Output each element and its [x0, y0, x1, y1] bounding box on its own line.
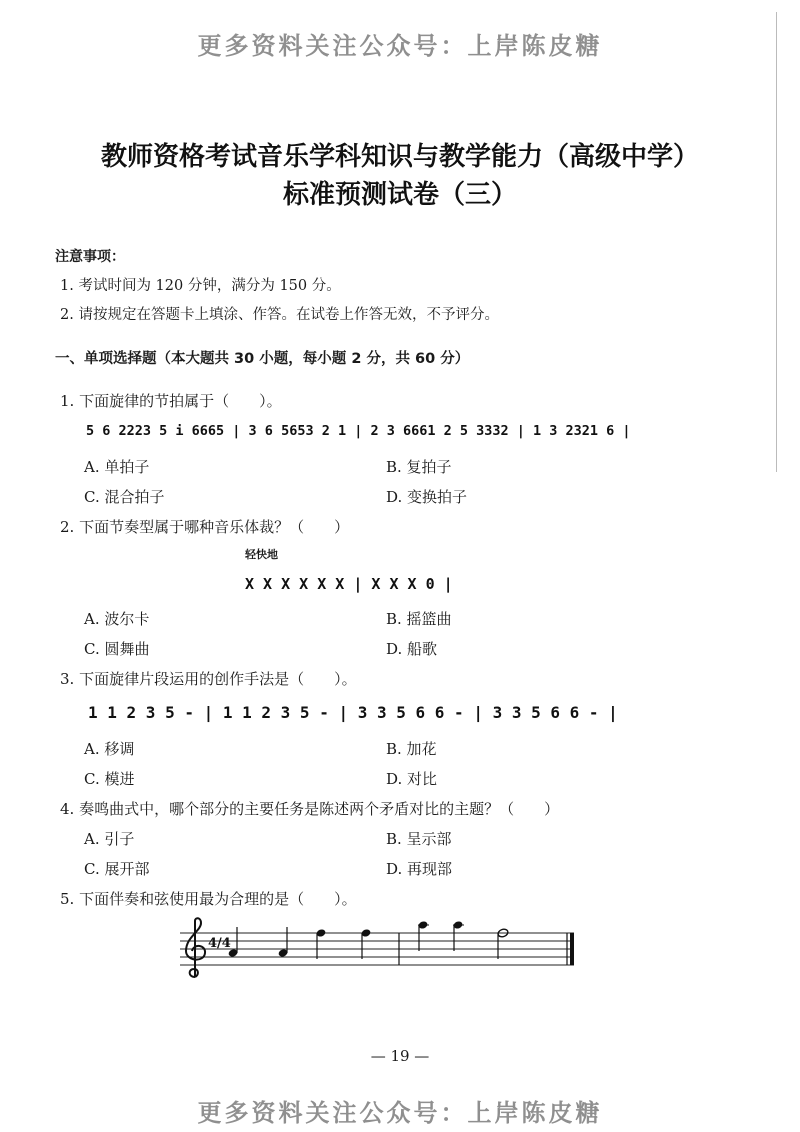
question-1-notation: 5 6 2223 5 i 6665 | 3 6 5653 2 1 | 2 3 6661 2 5 3332 | 1 3 2321 6 | — [86, 423, 631, 439]
exam-title-line2: 标准预测试卷（三） — [282, 180, 517, 210]
note-item-2: 2. 请按规定在答题卡上填涂、作答。在试卷上作答无效，不予评分。 — [60, 307, 499, 323]
page-edge-line — [776, 12, 777, 472]
question-3-option-c[interactable]: C. 模进 — [84, 770, 135, 788]
question-4-option-a[interactable]: A. 引子 — [84, 830, 135, 848]
question-3-option-d[interactable]: D. 对比 — [386, 770, 438, 788]
page-number: — 19 — — [370, 1047, 430, 1065]
question-2-option-b[interactable]: B. 摇篮曲 — [386, 610, 452, 628]
time-signature-top: 4/4 — [208, 936, 231, 951]
question-1-option-b[interactable]: B. 复拍子 — [386, 458, 452, 476]
question-5-stem: 5. 下面伴奏和弦使用最为合理的是（ ）。 — [60, 890, 357, 908]
question-3-option-a[interactable]: A. 移调 — [84, 740, 135, 758]
note-item-1: 1. 考试时间为 120 分钟，满分为 150 分。 — [60, 278, 341, 294]
question-3-option-b[interactable]: B. 加花 — [386, 740, 437, 758]
note-6 — [453, 920, 464, 951]
question-1-option-a[interactable]: A. 单拍子 — [84, 458, 150, 476]
staff-lines — [180, 933, 574, 965]
question-4-option-b[interactable]: B. 呈示部 — [386, 830, 452, 848]
note-5 — [418, 920, 429, 951]
question-3-stem: 3. 下面旋律片段运用的创作手法是（ ）。 — [60, 670, 357, 688]
question-2-stem: 2. 下面节奏型属于哪种音乐体裁？（ ） — [60, 518, 350, 536]
section-heading: 一、单项选择题（本大题共 30 小题，每小题 2 分，共 60 分） — [55, 351, 470, 367]
question-4-option-d[interactable]: D. 再现部 — [386, 860, 453, 878]
note-3 — [316, 928, 327, 959]
question-2-notation: X X X X X X | X X X 0 | — [245, 575, 453, 593]
question-2-tempo: 轻快地 — [245, 548, 278, 561]
exam-title-line1: 教师资格考试音乐学科知识与教学能力（高级中学） — [100, 142, 699, 172]
watermark-bottom: 更多资料关注公众号：上岸陈皮糖 — [197, 1099, 603, 1127]
watermark-top: 更多资料关注公众号：上岸陈皮糖 — [197, 32, 603, 60]
question-1-option-c[interactable]: C. 混合拍子 — [84, 488, 165, 506]
question-4-option-c[interactable]: C. 展开部 — [84, 860, 150, 878]
notes-heading: 注意事项： — [55, 249, 125, 265]
note-4 — [361, 928, 372, 959]
question-2-option-a[interactable]: A. 波尔卡 — [84, 610, 150, 628]
question-1-stem: 1. 下面旋律的节拍属于（ ）。 — [60, 392, 282, 410]
question-2-option-c[interactable]: C. 圆舞曲 — [84, 640, 150, 658]
treble-clef-icon — [186, 918, 205, 977]
question-5-staff — [178, 915, 583, 985]
question-1-option-d[interactable]: D. 变换拍子 — [386, 488, 468, 506]
note-2 — [278, 927, 289, 958]
question-4-stem: 4. 奏鸣曲式中，哪个部分的主要任务是陈述两个矛盾对比的主题？（ ） — [60, 800, 560, 818]
question-3-notation: 1 1 2 3 5 - | 1 1 2 3 5 - | 3 3 5 6 6 - | 3 3 5 6 6 - | — [88, 703, 618, 722]
question-2-option-d[interactable]: D. 船歌 — [386, 640, 438, 658]
